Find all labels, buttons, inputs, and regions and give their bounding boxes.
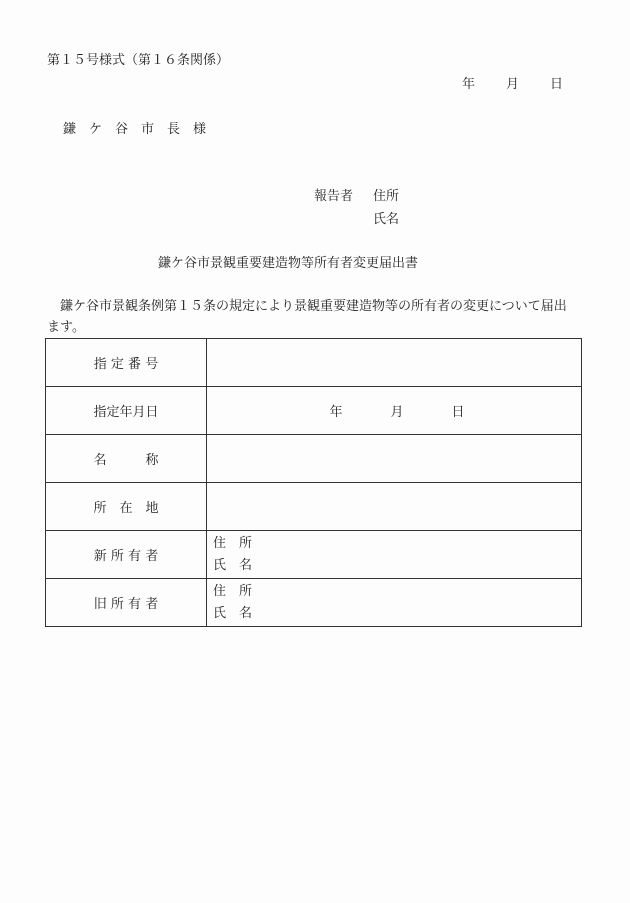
designation-date-label: 指定年月日: [46, 387, 207, 435]
addressee: 鎌 ケ 谷 市 長 様: [63, 122, 207, 137]
table-row: [46, 531, 582, 579]
new-owner-address-label: 住 所: [213, 535, 253, 551]
reporter-label: 報告者: [314, 189, 354, 204]
old-owner-name-label: 氏 名: [213, 605, 253, 621]
table-row: [46, 387, 582, 435]
designation-number-label: 指 定 番 号: [46, 339, 207, 387]
month-label: 月: [506, 77, 520, 92]
body-text: 鎌ケ谷市景観条例第１５条の規定により景観重要建造物等の所有者の変更について届出ます。: [47, 299, 567, 335]
name-field[interactable]: [207, 435, 582, 483]
location-field[interactable]: [207, 483, 582, 531]
old-owner-field[interactable]: [207, 579, 582, 627]
old-owner-address-label: 住 所: [213, 583, 253, 599]
reporter-address-label: 住所: [373, 189, 400, 204]
table-row: [46, 579, 582, 627]
new-owner-label: 新 所 有 者: [46, 531, 207, 579]
reporter-name-label: 氏名: [373, 212, 400, 227]
name-label: 名 称: [46, 435, 207, 483]
new-owner-name-label: 氏 名: [213, 557, 253, 573]
new-owner-field[interactable]: [207, 531, 582, 579]
date-year-label: 年: [329, 405, 343, 420]
year-label: 年: [462, 77, 476, 92]
designation-date-field[interactable]: [207, 387, 582, 435]
info-table: [45, 338, 582, 627]
table-row: [46, 483, 582, 531]
designation-number-field[interactable]: [207, 339, 582, 387]
table-row: [46, 435, 582, 483]
date-day-label: 日: [451, 405, 465, 420]
old-owner-label: 旧 所 有 者: [46, 579, 207, 627]
document-title: 鎌ケ谷市景観重要建造物等所有者変更届出書: [158, 256, 419, 271]
location-label: 所 在 地: [46, 483, 207, 531]
day-label: 日: [550, 77, 564, 92]
form-number: 第１５号様式（第１６条関係）: [47, 53, 230, 68]
date-month-label: 月: [390, 405, 404, 420]
submission-date: [462, 73, 563, 92]
table-row: [46, 339, 582, 387]
